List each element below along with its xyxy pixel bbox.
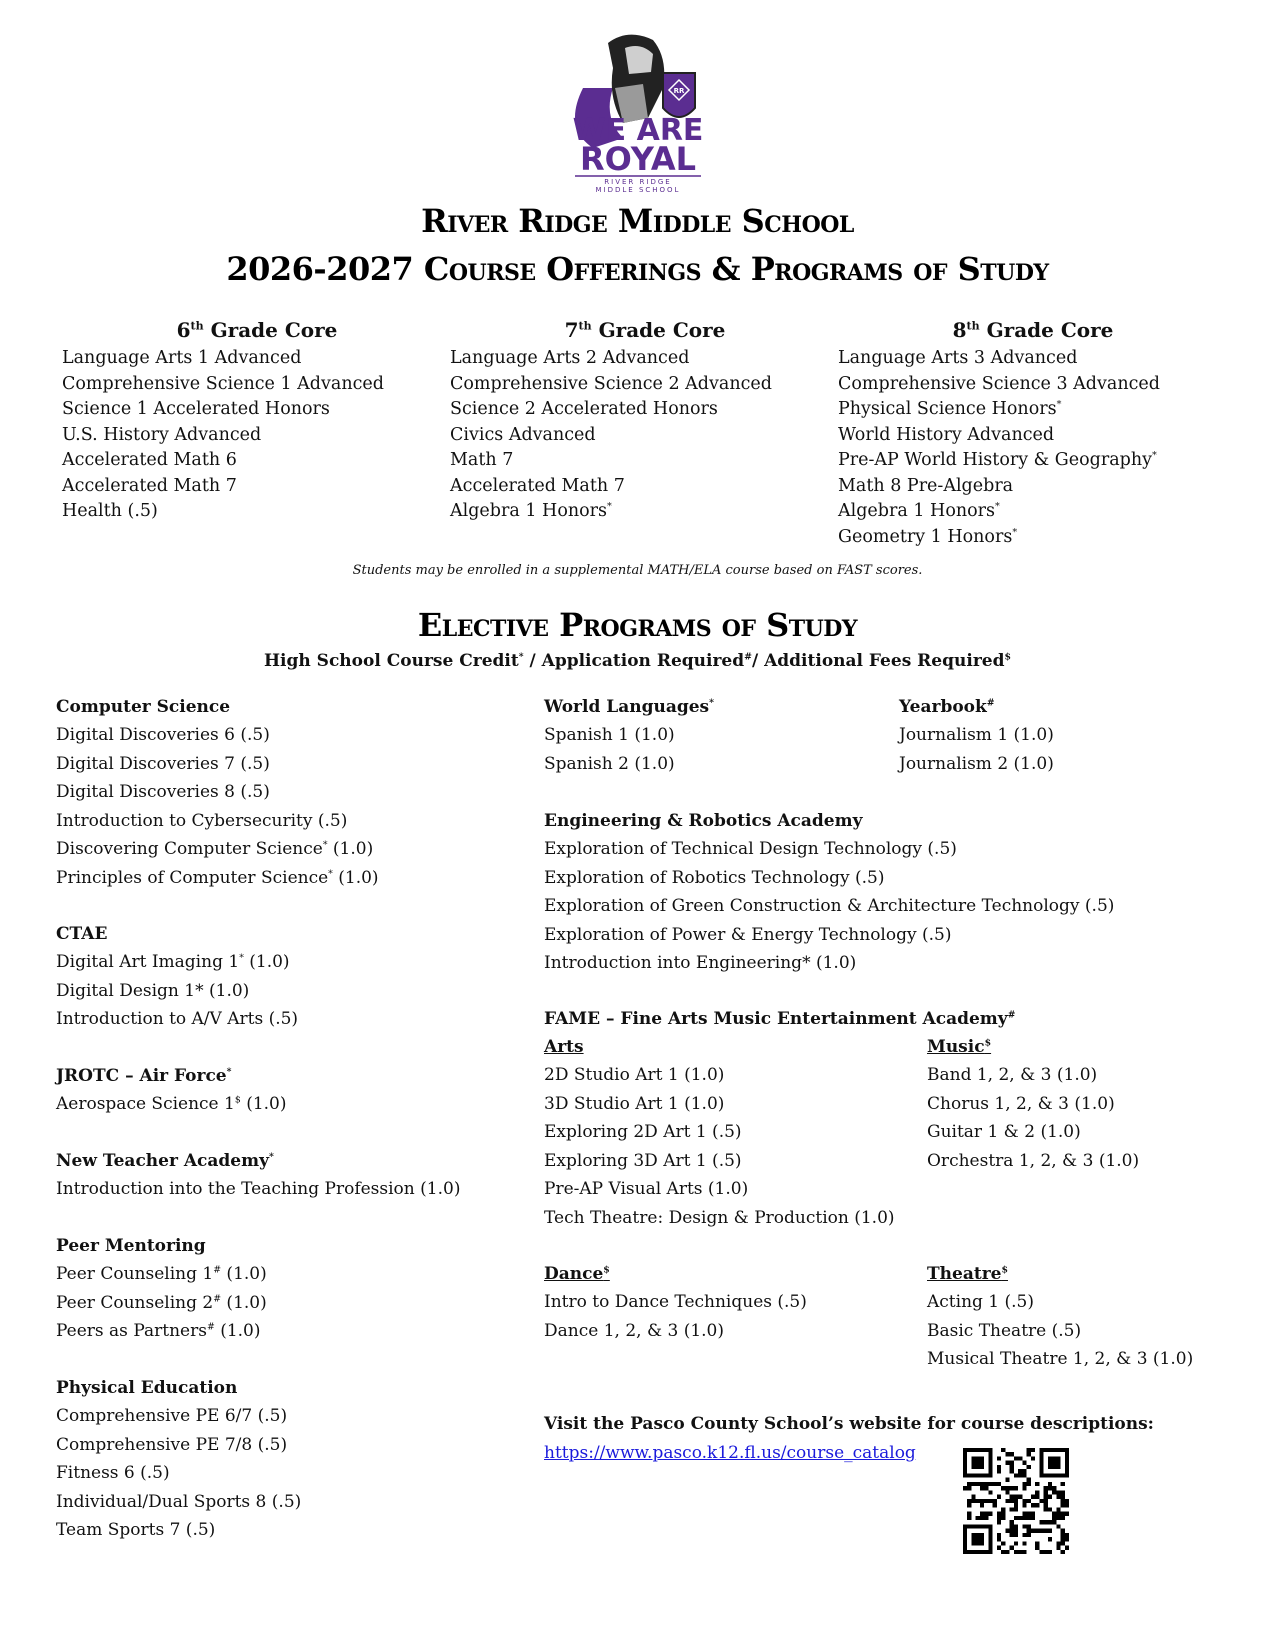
- course-item: Tech Theatre: Design & Production (1.0): [544, 1207, 895, 1228]
- group-yearbook: [899, 693, 1054, 778]
- course-item: Exploration of Green Construction & Architecture Technology (.5): [544, 896, 1115, 916]
- group-new-teacher-academy: [56, 1147, 460, 1204]
- course-item: Aerospace Science 1$ (1.0): [56, 1094, 287, 1114]
- course-item: Discovering Computer Science* (1.0): [56, 839, 374, 859]
- course-item: Exploration of Robotics Technology (.5): [544, 867, 885, 888]
- course-item: Exploring 3D Art 1 (.5): [544, 1150, 742, 1171]
- course-item: Science 1 Accelerated Honors: [62, 399, 330, 419]
- grade-7-list: [450, 346, 840, 525]
- course-item: Exploration of Technical Design Technology (.5): [544, 839, 957, 859]
- course-item: Digital Art Imaging 1* (1.0): [56, 952, 290, 972]
- course-item: Spanish 1 (1.0): [544, 725, 675, 745]
- grade-8-core: [838, 318, 1228, 550]
- course-item: Health (.5): [62, 501, 158, 521]
- group-peer-mentoring: [56, 1232, 267, 1346]
- group-heading: Dance$: [544, 1264, 610, 1284]
- group-heading: World Languages*: [544, 697, 715, 717]
- svg-text:WE ARE: WE ARE: [572, 113, 704, 148]
- course-item: Individual/Dual Sports 8 (.5): [56, 1491, 302, 1512]
- course-item: Acting 1 (.5): [927, 1292, 1035, 1312]
- svg-text:ROYAL: ROYAL: [580, 140, 696, 178]
- course-item: Civics Advanced: [450, 424, 596, 445]
- grade-6-list: [62, 346, 452, 525]
- course-item: Introduction to Cybersecurity (.5): [56, 810, 348, 831]
- group-heading: Yearbook#: [899, 697, 995, 717]
- course-list: [56, 1402, 301, 1545]
- grade-7-core: [450, 318, 840, 525]
- group-arts: [544, 1033, 895, 1232]
- group-heading: Theatre$: [927, 1264, 1008, 1284]
- group-heading: Physical Education: [56, 1378, 238, 1398]
- course-item: Comprehensive Science 1 Advanced: [62, 373, 384, 394]
- course-item: Intro to Dance Techniques (.5): [544, 1292, 807, 1312]
- group-heading: CTAE: [56, 924, 108, 944]
- course-list: [56, 1175, 460, 1204]
- course-item: Pre-AP Visual Arts (1.0): [544, 1179, 749, 1199]
- course-item: Comprehensive PE 6/7 (.5): [56, 1406, 288, 1426]
- course-item: Basic Theatre (.5): [927, 1320, 1082, 1341]
- course-item: Algebra 1 Honors*: [838, 501, 1000, 521]
- course-list: [544, 721, 714, 778]
- group-heading: JROTC – Air Force*: [56, 1066, 232, 1086]
- svg-text:MIDDLE SCHOOL: MIDDLE SCHOOL: [595, 186, 681, 193]
- svg-text:RR: RR: [673, 87, 685, 95]
- page-title: 2026-2027 Course Offerings & Programs of Study: [226, 250, 1049, 288]
- course-item: Guitar 1 & 2 (1.0): [927, 1122, 1081, 1142]
- course-item: Comprehensive Science 3 Advanced: [838, 373, 1160, 394]
- group-heading: Arts: [544, 1037, 584, 1057]
- grade-8-list: [838, 346, 1228, 550]
- course-item: Language Arts 1 Advanced: [62, 348, 302, 368]
- group-heading: Computer Science: [56, 697, 231, 717]
- grade-6-core: [62, 318, 452, 525]
- course-item: Band 1, 2, & 3 (1.0): [927, 1065, 1098, 1085]
- course-item: Geometry 1 Honors*: [838, 526, 1018, 547]
- electives-title: Elective Programs of Study: [417, 606, 858, 644]
- course-item: Language Arts 3 Advanced: [838, 348, 1078, 368]
- course-item: Digital Discoveries 6 (.5): [56, 725, 270, 745]
- course-item: Introduction to A/V Arts (.5): [56, 1009, 299, 1029]
- course-item: Science 2 Accelerated Honors: [450, 399, 718, 419]
- group-physical-education: [56, 1374, 301, 1545]
- course-item: U.S. History Advanced: [62, 424, 262, 445]
- supplemental-note: Students may be enrolled in a supplemental MATH/ELA course based on FAST scores.: [352, 563, 923, 578]
- course-catalog-link[interactable]: https://www.pasco.k12.fl.us/course_catalog: [544, 1443, 916, 1463]
- course-item: Comprehensive Science 2 Advanced: [450, 373, 772, 394]
- course-item: Spanish 2 (1.0): [544, 753, 675, 774]
- course-item: Introduction into the Teaching Profession (1.0): [56, 1179, 461, 1199]
- fame-heading: FAME – Fine Arts Music Entertainment Academy#: [544, 1009, 1016, 1029]
- course-item: Accelerated Math 7: [450, 475, 625, 496]
- course-item: Accelerated Math 7: [62, 475, 237, 496]
- course-item: Accelerated Math 6: [62, 450, 237, 470]
- group-music: [927, 1033, 1139, 1175]
- group-heading: Engineering & Robotics Academy: [544, 811, 863, 831]
- electives-legend: High School Course Credit* / Application Required#/ Additional Fees Required$: [263, 651, 1012, 671]
- group-theatre: [927, 1260, 1193, 1374]
- course-item: 3D Studio Art 1 (1.0): [544, 1093, 725, 1114]
- course-item: Dance 1, 2, & 3 (1.0): [544, 1320, 725, 1341]
- course-item: Journalism 2 (1.0): [899, 753, 1054, 774]
- course-item: World History Advanced: [838, 424, 1055, 445]
- course-item: Physical Science Honors*: [838, 399, 1062, 419]
- group-computer-science: [56, 693, 379, 892]
- group-dance: [544, 1260, 807, 1345]
- course-item: Journalism 1 (1.0): [899, 725, 1054, 745]
- course-item: Algebra 1 Honors*: [450, 501, 612, 521]
- course-item: Peer Counseling 2# (1.0): [56, 1292, 267, 1313]
- course-item: Digital Design 1* (1.0): [56, 980, 250, 1001]
- group-engineering: [544, 807, 1114, 978]
- course-item: Digital Discoveries 7 (.5): [56, 753, 270, 774]
- course-list: [56, 1090, 287, 1119]
- grade-6-heading: 6th Grade Core: [176, 318, 338, 342]
- school-logo: [553, 28, 723, 193]
- course-list: [544, 835, 1114, 978]
- course-list: [927, 1288, 1193, 1374]
- course-item: Language Arts 2 Advanced: [450, 348, 690, 368]
- course-item: Chorus 1, 2, & 3 (1.0): [927, 1093, 1115, 1114]
- visit-website-text: Visit the Pasco County School’s website for course descriptions:: [544, 1414, 1154, 1434]
- course-item: Exploration of Power & Energy Technology (.5): [544, 924, 952, 945]
- grade-8-heading: 8th Grade Core: [952, 318, 1114, 342]
- group-heading: Music$: [927, 1037, 992, 1057]
- group-world-languages: [544, 693, 714, 778]
- group-heading: New Teacher Academy*: [56, 1151, 274, 1171]
- course-item: Digital Discoveries 8 (.5): [56, 782, 270, 802]
- course-list: [899, 721, 1054, 778]
- course-item: Math 8 Pre-Algebra: [838, 475, 1014, 496]
- course-item: Orchestra 1, 2, & 3 (1.0): [927, 1150, 1140, 1171]
- course-item: Musical Theatre 1, 2, & 3 (1.0): [927, 1349, 1194, 1369]
- course-item: Peers as Partners# (1.0): [56, 1321, 261, 1341]
- svg-text:RIVER RIDGE: RIVER RIDGE: [604, 178, 672, 186]
- course-list: [544, 1061, 895, 1232]
- course-item: Math 7: [450, 450, 514, 470]
- qr-code[interactable]: [963, 1448, 1069, 1554]
- school-name: River Ridge Middle School: [421, 202, 854, 240]
- grade-7-heading: 7th Grade Core: [564, 318, 726, 342]
- course-list: [56, 948, 298, 1034]
- course-item: 2D Studio Art 1 (1.0): [544, 1065, 725, 1085]
- course-list: [544, 1288, 807, 1345]
- course-list: [927, 1061, 1139, 1175]
- course-item: Exploring 2D Art 1 (.5): [544, 1122, 742, 1142]
- course-item: Pre-AP World History & Geography*: [838, 450, 1157, 470]
- group-jrotc: [56, 1062, 287, 1119]
- course-item: Comprehensive PE 7/8 (.5): [56, 1434, 288, 1455]
- course-item: Introduction into Engineering* (1.0): [544, 953, 857, 973]
- group-heading: Peer Mentoring: [56, 1236, 206, 1256]
- group-fame: [544, 1005, 1016, 1033]
- course-list: [56, 1260, 267, 1346]
- course-item: Principles of Computer Science* (1.0): [56, 867, 379, 888]
- course-item: Team Sports 7 (.5): [56, 1520, 216, 1540]
- group-ctae: [56, 920, 298, 1034]
- course-item: Peer Counseling 1# (1.0): [56, 1264, 267, 1284]
- course-item: Fitness 6 (.5): [56, 1463, 170, 1483]
- course-list: [56, 721, 379, 892]
